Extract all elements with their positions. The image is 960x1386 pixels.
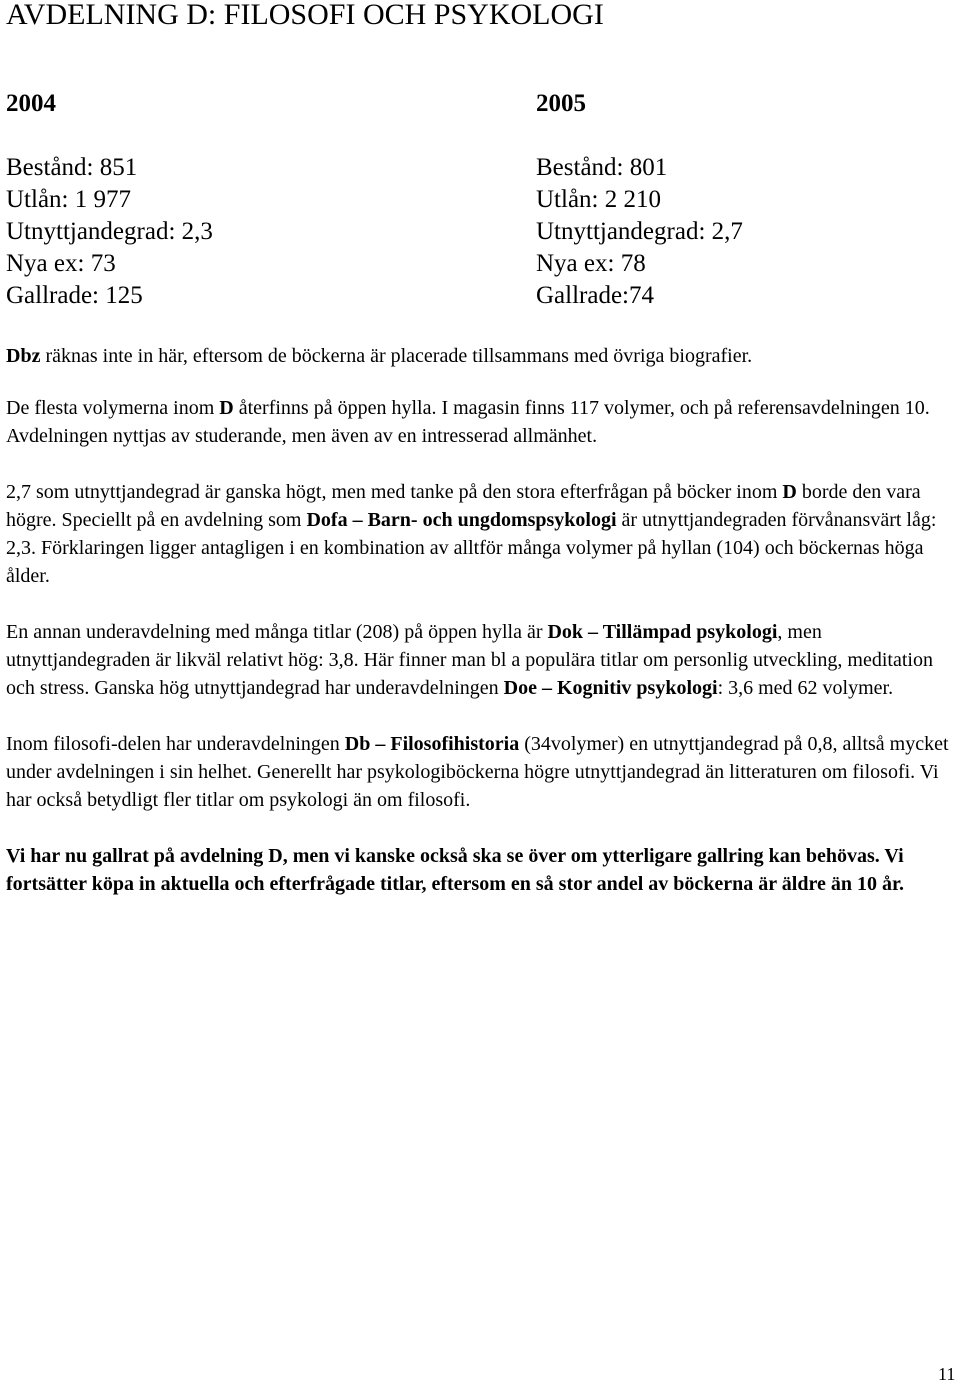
bold-term: Dbz bbox=[6, 345, 41, 367]
paragraph-text: (34volymer) en utnyttjandegrad på 0,8, alltså mycket under avdelningen i sin helhet. Generellt har psykologiböckerna högre utnyttjandegrad än litteraturen om filosofi. Vi har också betydligt fler titlar om psykologi än om filosofi. bbox=[6, 733, 949, 811]
paragraph-utilization bbox=[6, 478, 958, 590]
stats-row-loans: Utlån: 1 977 bbox=[6, 186, 131, 213]
paragraph-conclusion bbox=[6, 842, 958, 898]
stats-row-holdings: Bestånd: 851 bbox=[6, 154, 138, 181]
stats-year: 2005 bbox=[536, 90, 586, 117]
page-number: 11 bbox=[938, 1364, 956, 1384]
bold-term: D bbox=[219, 397, 234, 419]
paragraph-text: En annan underavdelning med många titlar (208) på öppen hylla är bbox=[6, 621, 548, 643]
bold-term: Dok – Tillämpad psykologi bbox=[547, 621, 778, 643]
paragraph-text: 2,7 som utnyttjandegrad är ganska högt, men med tanke på den stora efterfrågan på böcker inom bbox=[6, 481, 783, 503]
stats-2004 bbox=[6, 88, 213, 312]
paragraph-text: De flesta volymerna inom bbox=[6, 397, 220, 419]
paragraph-text: , men utnyttjandegraden är likväl relativt hög: 3,8. Här finner man bl a populära titlar om personlig utveckling, meditation och stress. Ganska hög utnyttjandegrad har underavdelningen bbox=[6, 621, 933, 699]
paragraph-text: borde den vara högre. Speciellt på en avdelning som bbox=[6, 481, 921, 531]
paragraph-shelving bbox=[6, 394, 958, 450]
bold-term: D bbox=[782, 481, 797, 503]
paragraph-dbz bbox=[6, 342, 958, 370]
stats-year: 2004 bbox=[6, 90, 56, 117]
paragraph-text: återfinns på öppen hylla. I magasin finns 117 volymer, och på referensavdelningen 10. Avdelningen nyttjas av studerande, men även av en intresserad allmänhet. bbox=[6, 397, 930, 447]
bold-term: Dofa – Barn- och ungdomspsykologi bbox=[306, 509, 617, 531]
stats-row-weeded: Gallrade:74 bbox=[536, 282, 655, 309]
body-text bbox=[6, 342, 958, 926]
paragraph-applied-psychology bbox=[6, 618, 958, 702]
stats-2005 bbox=[536, 88, 743, 312]
stats-row-new-copies: Nya ex: 73 bbox=[6, 250, 116, 277]
stats-row-utilization: Utnyttjandegrad: 2,3 bbox=[6, 218, 213, 245]
paragraph-text: : 3,6 med 62 volymer. bbox=[717, 677, 894, 699]
bold-text: Vi har nu gallrat på avdelning D, men vi kanske också ska se över om ytterligare gallring kan behövas. Vi fortsätter köpa in aktuella och efterfrågade titlar, eftersom en så stor andel av böckerna är äldre än 10 år. bbox=[6, 845, 905, 895]
stats-row-loans: Utlån: 2 210 bbox=[536, 186, 661, 213]
bold-term: Db – Filosofihistoria bbox=[344, 733, 520, 755]
paragraph-text: är utnyttjandegraden förvånansvärt låg: 2,3. Förklaringen ligger antagligen i en kombination av alltför många volymer på hyllan (104) och böckernas höga ålder. bbox=[6, 509, 937, 587]
paragraph-text: räknas inte in här, eftersom de böckerna är placerade tillsammans med övriga biografier. bbox=[40, 345, 753, 367]
paragraph-philosophy bbox=[6, 730, 958, 814]
stats-row-weeded: Gallrade: 125 bbox=[6, 282, 143, 309]
stats-row-utilization: Utnyttjandegrad: 2,7 bbox=[536, 218, 743, 245]
stats-row-new-copies: Nya ex: 78 bbox=[536, 250, 646, 277]
stats-row-holdings: Bestånd: 801 bbox=[536, 154, 668, 181]
page-title: AVDELNING D: FILOSOFI OCH PSYKOLOGI bbox=[6, 0, 604, 31]
paragraph-text: Inom filosofi-delen har underavdelningen bbox=[6, 733, 345, 755]
bold-term: Doe – Kognitiv psykologi bbox=[503, 677, 718, 699]
